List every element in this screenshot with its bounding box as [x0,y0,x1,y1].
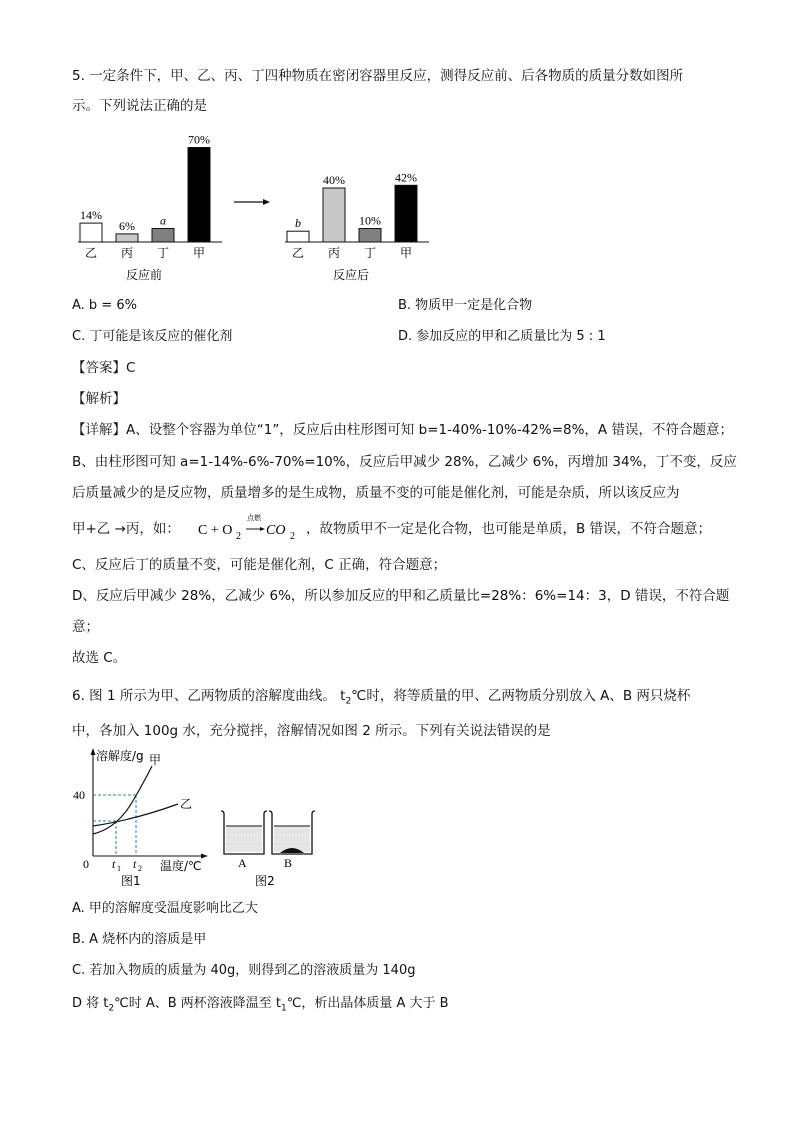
q5-stem-line1: 5. 一定条件下，甲、乙、丙、丁四种物质在密闭容器里反应，测得反应前、后各物质的质量分数如图所 [72,68,684,84]
before-bar-3 [152,229,174,243]
fig1-t2: t [133,857,137,871]
chart-after [285,170,429,282]
analysis-line-5: C、反应后丁的质量不变，可能是催化剂，C 正确，符合题意； [72,557,447,573]
beaker-b-label: B [284,856,293,870]
analysis-tag: 【解析】 [72,391,126,407]
combustion-equation [196,512,306,542]
q6-option-a: A. 甲的溶解度受温度影响比乙大 [72,901,258,916]
before-category-2: 丙 [120,246,134,260]
after-category-2: 丙 [327,246,341,260]
analysis-line-1: 【详解】A、设整个容器为单位“1”，反应后由柱形图可知 b=1-40%-10%-42%=8%，A 错误，不符合题意； [72,422,733,438]
curve-jia [93,766,152,834]
before-value-label-3: a [160,213,166,228]
analysis-line-7: 意； [72,619,99,635]
before-category-1: 乙 [84,246,98,260]
fig1-label-jia: 甲 [149,753,162,767]
fig1-label-yi: 乙 [180,797,193,811]
fig1-t1: t [112,857,116,871]
eq-rhs-sub: 2 [290,531,295,542]
q5-option-c: C. 丁可能是该反应的催化剂 [72,329,233,344]
after-caption: 反应后 [332,268,370,282]
q6-option-d-part2: ℃时 A、B 两杯溶液降温至 t [114,996,282,1011]
fig2-caption: 图2 [255,874,275,888]
after-category-3: 丁 [363,246,377,260]
before-caption: 反应前 [125,268,163,282]
analysis-line-4b: ，故物质甲不一定是化合物，也可能是单质，B 错误，不符合题意； [306,521,712,537]
fig1-caption: 图1 [121,874,141,888]
after-bar-2 [323,188,345,242]
q5-option-d: D. 参加反应的甲和乙质量比为 5 : 1 [398,329,606,344]
fig1-ytick: 40 [73,788,85,802]
fig1-xlabel: 温度/℃ [160,859,202,873]
fig1-t2-sub: 2 [138,864,142,873]
eq-lhs: C + O [198,523,233,538]
before-bar-1 [80,223,102,242]
before-value-label-1: 14% [80,208,102,223]
q6-figure [72,744,332,890]
q6-option-c: C. 若加入物质的质量为 40g，则得到乙的溶液质量为 140g [72,963,416,978]
q6-option-b: B. A 烧杯内的溶质是甲 [72,932,207,947]
answer-tag: 【答案】C [72,360,136,376]
q6-stem-line1 [72,686,690,712]
eq-lhs-sub: 2 [236,531,241,542]
before-value-label-4: 70% [188,132,210,147]
beaker-b [269,811,315,870]
solubility-graph [73,748,208,888]
eq-rhs: CO [266,523,286,538]
q6-option-d [72,994,449,1019]
after-bar-3 [359,229,381,243]
analysis-line-4a: 甲+乙 →丙，如： [72,521,180,537]
beaker-a [221,811,267,870]
q6-option-d-sub1: 2 [108,1003,115,1014]
fig1-origin: 0 [83,857,89,871]
q6-stem-t2-sub: 2 [345,696,352,707]
before-category-4: 甲 [192,246,206,260]
q6-stem-part1: 6. 图 1 所示为甲、乙两物质的溶解度曲线。 t [72,688,346,704]
after-category-4: 甲 [399,246,413,260]
analysis-line-2: B、由柱形图可知 a=1-14%-6%-70%=10%，反应后甲减少 28%，乙减少 6%，丙增加 34%，丁不变，反应 [72,454,737,470]
after-bar-1 [287,231,309,242]
q6-stem-line2: 中，各加入 100g 水，充分搅拌，溶解情况如图 2 所示。下列有关说法错误的是 [72,723,551,739]
chart-before [78,133,222,283]
q5-option-a: A. b = 6% [72,298,137,313]
q6-option-d-part3: ℃，析出晶体质量 A 大于 B [286,996,449,1011]
analysis-line-6: D、反应后甲减少 28%，乙减少 6%，所以参加反应的甲和乙质量比=28%：6%=14：3，D 错误，不符合题 [72,588,730,604]
reaction-arrow [234,199,270,205]
beaker-a-label: A [238,856,247,870]
before-value-label-2: 6% [119,218,135,233]
fig1-t1-sub: 1 [117,864,121,873]
before-category-3: 丁 [156,246,170,260]
q6-option-d-sub2: 1 [281,1003,287,1014]
before-bar-4 [188,148,210,243]
after-value-label-1: b [295,216,301,231]
beakers [221,811,315,888]
q5-stem-line2: 示。下列说法正确的是 [72,98,207,114]
analysis-line-8: 故选 C。 [72,650,127,666]
analysis-line-3: 后质量减少的是反应物，质量增多的是生成物，质量不变的可能是催化剂，可能是杂质，所以该反应为 [72,485,680,501]
q5-figure [72,124,432,284]
fig1-ylabel: 溶解度/g [96,749,144,763]
after-value-label-2: 40% [323,173,345,187]
after-value-label-4: 42% [395,170,417,185]
before-bar-2 [116,234,138,242]
after-bar-4 [395,185,417,242]
after-value-label-3: 10% [359,213,381,228]
after-category-1: 乙 [291,246,305,260]
q6-stem-part2: ℃时，将等质量的甲、乙两物质分别放入 A、B 两只烧杯 [351,688,691,704]
eq-condition: 点燃 [247,514,261,522]
q6-option-d-part1: D 将 t [72,996,109,1011]
q5-option-b: B. 物质甲一定是化合物 [398,298,533,313]
